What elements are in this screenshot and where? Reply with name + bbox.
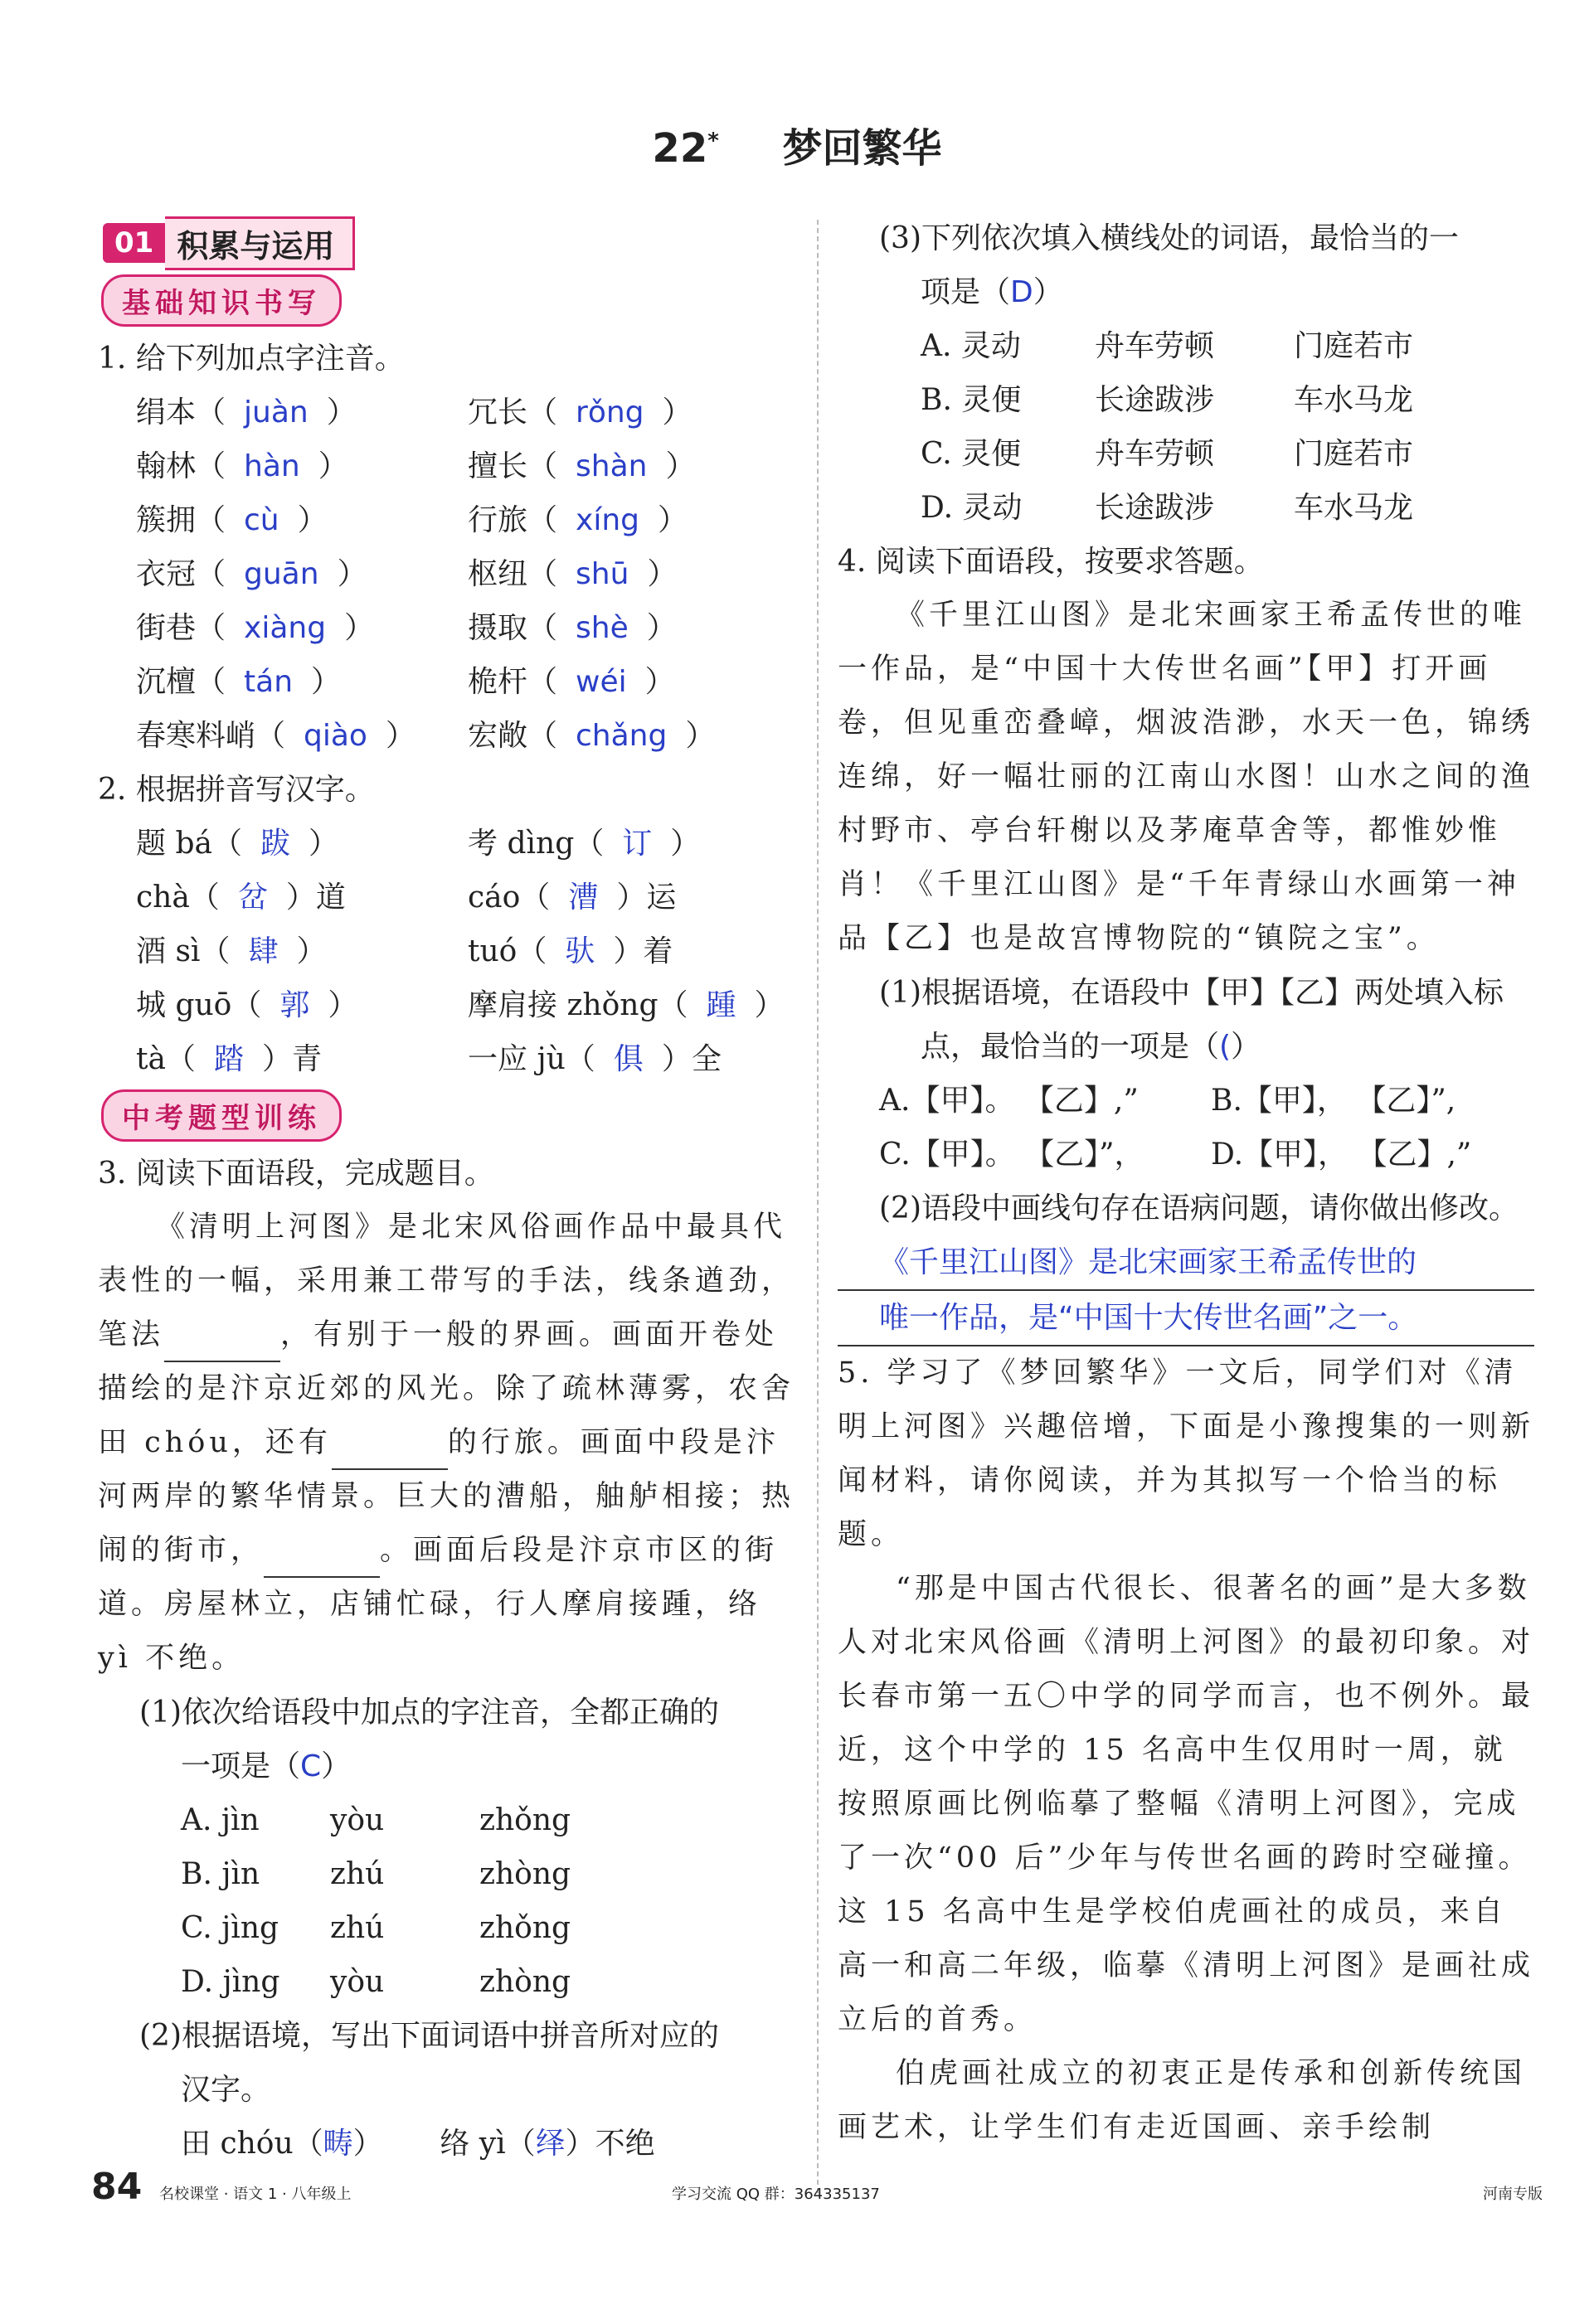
badge-basic-knowledge: 基础知识书写 — [101, 274, 342, 327]
grid-item — [468, 655, 799, 709]
item-end: ） — [385, 719, 416, 753]
answer: 驮 — [565, 934, 595, 968]
item-word: 桅杆（ — [468, 665, 558, 699]
q4-sub2-answer-1: 《千里江山图》是北宋画家王希孟传世的 — [838, 1235, 1534, 1291]
grid-item — [468, 386, 799, 439]
option-cell: zhòng — [479, 1965, 571, 1999]
item-end: ） — [670, 827, 701, 861]
answer: shū — [576, 557, 629, 591]
item-end: ） — [326, 395, 357, 429]
item-word: chà（ — [136, 881, 220, 915]
q3-sub3: (3)下列依次填入横线处的词语，最恰当的一 — [879, 221, 1459, 255]
grid-item — [468, 493, 799, 547]
grid-item — [136, 871, 468, 924]
option-cell: C.【甲】。 【乙】”， — [879, 1138, 1144, 1172]
badge-exam-training: 中考题型训练 — [101, 1089, 342, 1142]
q4-sub2: (2)语段中画线句存在语病问题，请你做出修改。 — [879, 1191, 1519, 1225]
answer: 跋 — [260, 827, 290, 861]
item-word: 沉檀（ — [136, 665, 226, 699]
item-word: 擅长（ — [468, 449, 558, 483]
option-cell: 门庭若市 — [1294, 437, 1414, 471]
answer: shàn — [576, 449, 648, 483]
column-divider — [817, 220, 819, 2193]
item-end: ） — [754, 988, 785, 1022]
item-word: 枢纽（ — [468, 557, 558, 591]
answer: 岔 — [237, 881, 268, 915]
item-end: ） — [647, 557, 678, 591]
grid-item — [136, 817, 468, 871]
item-word: 衣冠（ — [136, 557, 226, 591]
q3-sub3-options — [838, 319, 1534, 535]
q5-stem: 5. 学习了《梦回繁华》一文后，同学们对《清明上河图》兴趣倍增，下面是小豫搜集的一则新闻材料，请你阅读，并为其拟写一个恰当的标题。 — [838, 1356, 1535, 1551]
option-cell: zhú — [330, 1911, 385, 1945]
item-word: 翰林（ — [136, 449, 226, 483]
option-cell: yòu — [330, 1965, 385, 1999]
answer: ( — [1219, 1030, 1232, 1064]
option-row — [838, 481, 1534, 535]
footer — [91, 2166, 1543, 2222]
item-end: ） — [308, 827, 338, 861]
option-row — [838, 1074, 1534, 1128]
grid-item — [136, 547, 468, 601]
answer: 肆 — [248, 934, 279, 968]
answer: tán — [244, 665, 294, 699]
q2-stem: 2. 根据拼音写汉字。 — [98, 773, 375, 807]
item-word: 一应 jù（ — [468, 1042, 595, 1076]
grid-item — [468, 1032, 799, 1086]
grid-item — [136, 1032, 468, 1086]
grid-item — [468, 871, 799, 924]
book-title: 名校课堂 · 语文 1 · 八年级上 — [159, 2186, 352, 2203]
q2-items — [98, 817, 795, 1086]
option-row — [838, 319, 1534, 373]
q3-stem: 3. 阅读下面语段，完成题目。 — [98, 1157, 494, 1191]
answer: 踏 — [213, 1042, 244, 1076]
item-word: 宏敞（ — [468, 719, 558, 753]
q1-stem: 1. 给下列加点字注音。 — [98, 342, 405, 376]
right-column — [838, 211, 1534, 2155]
option-cell: zhǒng — [479, 1803, 571, 1837]
answer: juàn — [244, 395, 309, 429]
grid-item — [468, 924, 799, 978]
answer: rǒng — [576, 395, 644, 429]
option-cell: A. jìn — [181, 1803, 260, 1837]
q3-passage: 《清明上河图》是北宋风俗画作品中最具代表性的一幅，采用兼工带写的手法，线条遒劲，笔法 ，有别于一般的界画。画面开卷处描绘的是汴京近郊的风光。除了疏林薄雾，农舍田 chóu，还有 的行旅。画面中段是汴河两岸的繁华情景。巨大的漕船，舳舻相接；热闹的街市， 。画面后段是汴京市区的街道。房屋林立，店铺忙碌，行人摩肩接踵，络 yì 不绝。 — [98, 1211, 795, 1675]
item-word: 簇拥（ — [136, 503, 226, 537]
option-row — [98, 1847, 795, 1901]
answer: cù — [244, 503, 279, 537]
option-cell: 长途跋涉 — [1095, 383, 1215, 417]
grid-item — [468, 547, 799, 601]
answer: chǎng — [576, 719, 668, 753]
q4-sub1: (1)根据语境，在语段中【甲】【乙】两处填入标 — [879, 976, 1504, 1010]
item-word: 摩肩接 zhǒng（ — [468, 988, 688, 1022]
option-cell: D. 灵动 — [921, 491, 1023, 525]
item-end: ） — [685, 719, 716, 753]
q3-sub1: (1)依次给语段中加点的字注音，全都正确的 — [139, 1696, 719, 1730]
item-word: 行旅（ — [468, 503, 558, 537]
item-word: 考 dìng（ — [468, 827, 605, 861]
option-cell: B.【甲】， 【乙】”, — [1211, 1084, 1456, 1118]
option-cell: A. 灵动 — [921, 329, 1021, 363]
option-cell: 长途跋涉 — [1095, 491, 1215, 525]
grid-item — [468, 817, 799, 871]
grid-item — [136, 655, 468, 709]
grid-item — [136, 493, 468, 547]
q3-sub2: (2)根据语境，写出下面词语中拼音所对应的 — [139, 2019, 719, 2053]
option-cell: C. 灵便 — [921, 437, 1022, 471]
item-word: 题 bá（ — [136, 827, 242, 861]
answer: 郭 — [279, 988, 310, 1022]
q4-stem: 4. 阅读下面语段，按要求答题。 — [838, 545, 1264, 579]
item-end: ） — [297, 503, 328, 537]
grid-item — [468, 439, 799, 493]
q4-passage: 《千里江山图》是北宋画家王希孟传世的唯一作品，是“中国十大传世名画”【甲】打开画卷，但见重峦叠嶂，烟波浩渺，水天一色，锦绣连绵，好一幅壮丽的江南山水图！山水之间的渔村野市、亭台轩榭以及茅庵草舍等，都惟妙惟肖！《千里江山图》是“千年青绿山水画第一神品【乙】也是故宫博物院的“镇院之宝”。 — [838, 599, 1535, 955]
q3-sub2b: 汉字。 — [181, 2073, 271, 2107]
grid-item — [136, 601, 468, 655]
item-word: 绢本（ — [136, 395, 226, 429]
page-number: 84 — [91, 2166, 143, 2208]
grid-item — [468, 601, 799, 655]
item-word: 酒 sì（ — [136, 934, 231, 968]
grid-item — [136, 709, 468, 763]
option-cell: 车水马龙 — [1294, 383, 1414, 417]
item-end: ） — [296, 934, 327, 968]
q4-sub1b: 点，最恰当的一项是（(） — [921, 1030, 1261, 1064]
option-row — [98, 1793, 795, 1847]
answer: 畴 — [323, 2127, 353, 2161]
option-row — [838, 427, 1534, 481]
option-cell: C. jìng — [181, 1911, 279, 1945]
section-header: 01 积累与运用 — [103, 220, 355, 266]
grid-item — [468, 709, 799, 763]
grid-item — [136, 439, 468, 493]
blank-2 — [332, 1440, 448, 1470]
answer: xíng — [576, 503, 639, 537]
q4-sub2-answer-2: 唯一作品，是“中国十大传世名画”之一。 — [838, 1291, 1534, 1346]
item-word: tà（ — [136, 1042, 196, 1076]
answer: 漕 — [568, 881, 599, 915]
option-cell: A.【甲】。 【乙】,” — [879, 1084, 1139, 1118]
item-word: 城 guō（ — [136, 988, 262, 1022]
blank-1 — [164, 1332, 280, 1362]
option-cell: zhú — [330, 1857, 385, 1891]
option-cell: B. jìn — [181, 1857, 260, 1891]
q3-sub2-answers: 田 chóu（畴） 络 yì（绎）不绝 — [181, 2127, 655, 2161]
option-cell: D.【甲】， 【乙】,” — [1211, 1138, 1472, 1172]
answer: xiàng — [244, 611, 327, 645]
item-word: 春寒料峭（ — [136, 719, 286, 753]
grid-item — [136, 924, 468, 978]
grid-item — [136, 978, 468, 1032]
qq-group: 学习交流 QQ 群：364335137 — [672, 2186, 880, 2203]
left-column — [98, 211, 795, 2171]
lesson-title: 22* 梦回繁华 — [652, 125, 942, 172]
option-cell: zhǒng — [479, 1911, 571, 1945]
answer: D — [1010, 275, 1033, 309]
item-end: ） — [344, 611, 375, 645]
option-row — [98, 1901, 795, 1955]
option-cell: B. 灵便 — [921, 383, 1022, 417]
item-end: ） — [318, 449, 348, 483]
item-end: ）青 — [261, 1042, 322, 1076]
answer: 订 — [622, 827, 653, 861]
option-cell: 舟车劳顿 — [1095, 437, 1215, 471]
answer: shè — [576, 611, 629, 645]
item-end: ） — [328, 988, 358, 1022]
q3-options — [98, 1793, 795, 2009]
answer: wéi — [576, 665, 627, 699]
blank-3 — [264, 1548, 380, 1578]
item-word: 摄取（ — [468, 611, 558, 645]
item-word: 冗长（ — [468, 395, 558, 429]
item-end: ） — [646, 611, 677, 645]
answer: guān — [244, 557, 319, 591]
q4-options — [838, 1074, 1534, 1181]
q1-items — [98, 386, 795, 763]
option-row — [838, 1128, 1534, 1181]
item-word: cáo（ — [468, 881, 551, 915]
item-end: ）全 — [661, 1042, 722, 1076]
item-end: ）道 — [285, 881, 346, 915]
answer: 俱 — [613, 1042, 644, 1076]
item-end: ）运 — [616, 881, 677, 915]
item-end: ） — [337, 557, 367, 591]
answer: 踵 — [706, 988, 736, 1022]
item-end: ） — [662, 395, 693, 429]
item-word: 街巷（ — [136, 611, 226, 645]
item-end: ） — [311, 665, 342, 699]
edition: 河南专版 — [1483, 2186, 1543, 2203]
answer: hàn — [244, 449, 300, 483]
option-cell: zhòng — [479, 1857, 571, 1891]
option-cell: 车水马龙 — [1294, 491, 1414, 525]
grid-item — [136, 386, 468, 439]
option-cell: 门庭若市 — [1294, 329, 1414, 363]
answer: 绎 — [535, 2127, 566, 2161]
option-cell: D. jìng — [181, 1965, 280, 1999]
item-word: tuó（ — [468, 934, 547, 968]
option-row — [98, 1955, 795, 2009]
q5-passage-1: “那是中国古代很长、很著名的画”是大多数人对北宋风俗画《清明上河图》的最初印象。对长春市第一五〇中学的同学而言，也不例外。最近，这个中学的 15 名高中生仅用时一周，就按照原画比例临摹了整幅《清明上河图》，完成了一次“00 后”少年与传世名画的跨时空碰撞。这 15 名高中生是学校伯虎画社的成员，来自高一和高二年级，临摹《清明上河图》是画社成立后的首秀。 — [838, 1572, 1535, 2036]
q5-passage-2: 伯虎画社成立的初衷正是传承和创新传统国画艺术，让学生们有走近国画、亲手绘制 — [838, 2057, 1527, 2144]
item-end: ）着 — [613, 934, 673, 968]
item-end: ） — [658, 503, 688, 537]
grid-item — [468, 978, 799, 1032]
answer: C — [300, 1749, 322, 1783]
answer: qiào — [304, 719, 367, 753]
option-cell: 舟车劳顿 — [1095, 329, 1215, 363]
item-end: ） — [644, 665, 675, 699]
q3-sub3b: 项是（D） — [921, 275, 1063, 309]
option-cell: yòu — [330, 1803, 385, 1837]
q3-sub1b: 一项是（C） — [181, 1749, 352, 1783]
option-row — [838, 373, 1534, 427]
item-end: ） — [665, 449, 696, 483]
